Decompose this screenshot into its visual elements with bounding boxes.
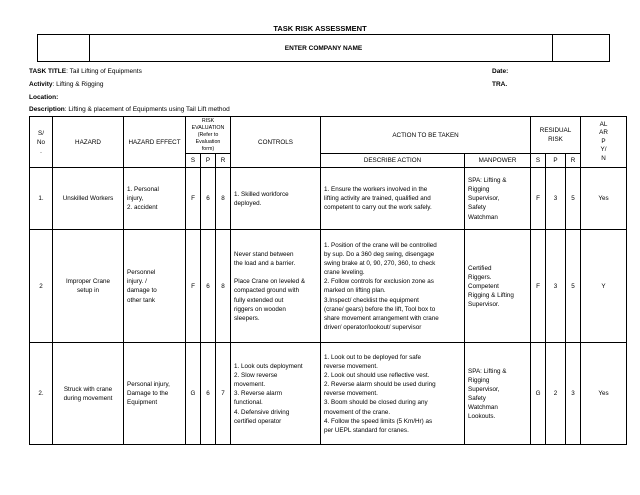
row-manpower: SPA: Lifting & Rigging Supervisor, Safety Watchman bbox=[465, 168, 531, 230]
header-p: P bbox=[201, 154, 216, 168]
row-residual-p: 3 bbox=[546, 230, 566, 343]
header-action: ACTION TO BE TAKEN bbox=[321, 117, 531, 154]
row-residual-s: F bbox=[531, 230, 546, 343]
row-p: 6 bbox=[201, 168, 216, 230]
header-sno: S/ No . bbox=[30, 117, 53, 168]
header-residual-r: R bbox=[566, 154, 581, 168]
header-describe-action: DESCRIBE ACTION bbox=[321, 154, 465, 168]
row-hazard: Unskilled Workers bbox=[53, 168, 124, 230]
logo-cell-right bbox=[552, 35, 609, 61]
row-controls: Never stand between the load and a barrier. Place Crane on leveled & compacted ground with fully extended out riggers on wooden sleepers. bbox=[231, 230, 321, 343]
activity-label: Activity bbox=[29, 81, 53, 88]
header-controls: CONTROLS bbox=[231, 117, 321, 168]
task-title-line bbox=[29, 68, 142, 75]
row-alarp: Yes bbox=[581, 343, 627, 445]
activity-value: : Lifting & Rigging bbox=[52, 81, 104, 88]
row-hazard-effect: Personal injury, Damage to the Equipment bbox=[124, 343, 186, 445]
row-p: 6 bbox=[201, 230, 216, 343]
header-residual-s: S bbox=[531, 154, 546, 168]
activity-line bbox=[29, 81, 103, 88]
row-controls: 1. Look outs deployment 2. Slow reverse movement. 3. Reverse alarm functional. 4. Defensive driving certified operator bbox=[231, 343, 321, 445]
row-residual-p: 3 bbox=[546, 168, 566, 230]
header-r: R bbox=[216, 154, 231, 168]
row-action: 1. Position of the crane will be controlled by sup. Do a 360 deg swing, disengage swing brake at 0, 90, 270, 360, to check crane leveling. 2. Follow controls for exclusion zone as marked on lifting plan. 3.Inspect/ checklist the equipment (crane/ gears) before the lift, Tool box to share movement arrangement with crane driver/ operator/lookout/ supervisor bbox=[321, 230, 465, 343]
row-sno: 1. bbox=[30, 168, 53, 230]
location-line bbox=[29, 94, 58, 101]
row-alarp: Y bbox=[581, 230, 627, 343]
description-label: Description bbox=[29, 106, 65, 113]
row-s: F bbox=[186, 168, 201, 230]
table-row bbox=[30, 230, 627, 343]
row-sno: 2 bbox=[30, 230, 53, 343]
header-hazard: HAZARD bbox=[53, 117, 124, 168]
header-manpower: MANPOWER bbox=[465, 154, 531, 168]
row-residual-r: 5 bbox=[566, 168, 581, 230]
row-controls: 1. Skilled workforce deployed. bbox=[231, 168, 321, 230]
row-alarp: Yes bbox=[581, 168, 627, 230]
row-residual-s: G bbox=[531, 343, 546, 445]
row-hazard: Struck with crane during movement bbox=[53, 343, 124, 445]
row-hazard: Improper Crane setup in bbox=[53, 230, 124, 343]
document-title: TASK RISK ASSESSMENT bbox=[273, 24, 367, 33]
header-alarp: AL AR P Y/ N bbox=[581, 117, 627, 168]
header-residual-risk: RESIDUAL RISK bbox=[531, 117, 581, 154]
date-label: Date: bbox=[492, 68, 509, 75]
table-header-row bbox=[30, 117, 627, 154]
row-residual-r: 3 bbox=[566, 343, 581, 445]
risk-assessment-table bbox=[29, 116, 627, 445]
row-p: 6 bbox=[201, 343, 216, 445]
row-sno: 2. bbox=[30, 343, 53, 445]
row-residual-r: 5 bbox=[566, 230, 581, 343]
location-label: Location: bbox=[29, 94, 59, 101]
table-row bbox=[30, 168, 627, 230]
header-hazard-effect: HAZARD EFFECT bbox=[124, 117, 186, 168]
task-title-value: : Tail Lifting of Equipments bbox=[66, 68, 142, 75]
table-row bbox=[30, 343, 627, 445]
row-action: 1. Ensure the workers involved in the lifting activity are trained, qualified and competent to carry out the work safely. bbox=[321, 168, 465, 230]
description-line bbox=[29, 106, 230, 113]
row-manpower: Certified Riggers. Competent Rigging & Lifting Supervisor. bbox=[465, 230, 531, 343]
company-name-box bbox=[37, 34, 610, 62]
row-action: 1. Look out to be deployed for safe reverse movement. 2. Look out should use reflective vest. 2. Reverse alarm should be used during reverse movement. 3. Boom should be closed during any movement of the crane. 4. Follow the speed limits (5 Km/Hr) as per UEPL standard for cranes. bbox=[321, 343, 465, 445]
header-residual-p: P bbox=[546, 154, 566, 168]
task-title-label: TASK TITLE bbox=[29, 68, 67, 75]
tra-label: TRA. bbox=[492, 81, 508, 88]
row-s: G bbox=[186, 343, 201, 445]
row-hazard-effect: 1. Personal injury, 2. accident bbox=[124, 168, 186, 230]
header-s: S bbox=[186, 154, 201, 168]
row-residual-s: F bbox=[531, 168, 546, 230]
row-r: 8 bbox=[216, 230, 231, 343]
row-s: F bbox=[186, 230, 201, 343]
company-name-placeholder: ENTER COMPANY NAME bbox=[284, 45, 363, 52]
header-risk-evaluation: RISK EVALUATION (Refer to Evaluation form) bbox=[186, 117, 231, 154]
row-residual-p: 2 bbox=[546, 343, 566, 445]
row-r: 8 bbox=[216, 168, 231, 230]
row-manpower: SPA: Lifting & Rigging Supervisor, Safety Watchman Lookouts. bbox=[465, 343, 531, 445]
description-value: : Lifting & placement of Equipments using Tail Lift method bbox=[64, 106, 230, 113]
row-hazard-effect: Personnel injury. / damage to other tank bbox=[124, 230, 186, 343]
row-r: 7 bbox=[216, 343, 231, 445]
